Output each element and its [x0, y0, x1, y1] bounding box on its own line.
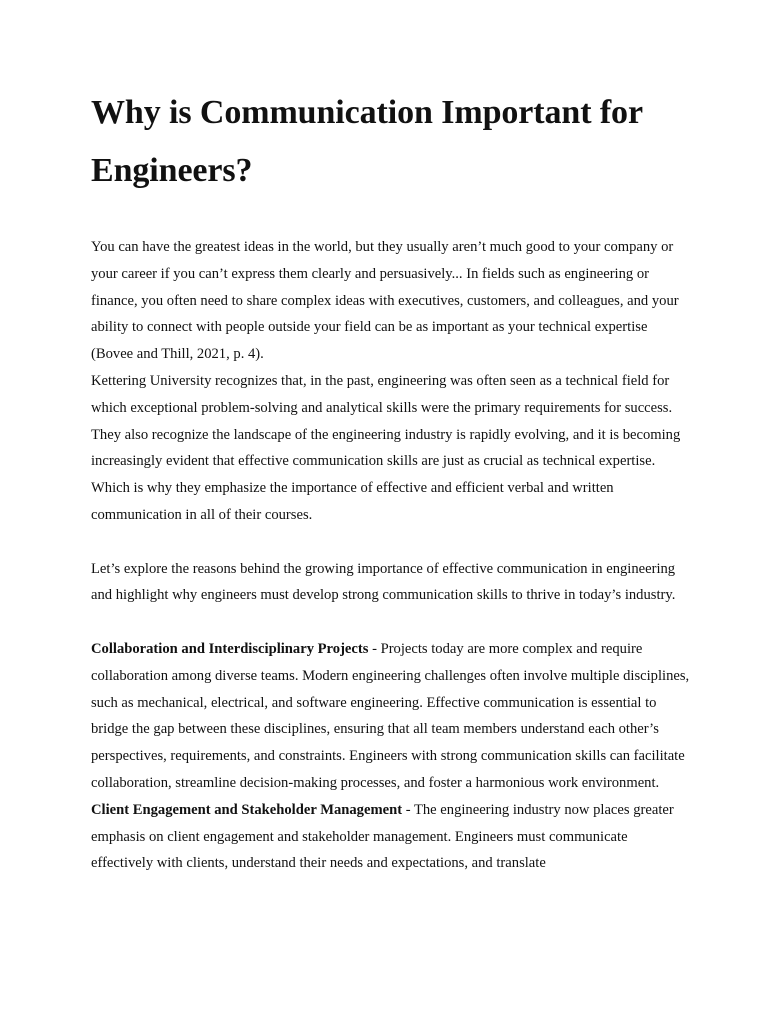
client-engagement-text: - The engineering industry now places greater emphasis on client engagement and stakeholder management. Engineers must communicate effectively with clients, understand their needs and expectations, and translate [91, 801, 674, 872]
page-title: Why is Communication Important for Engineers? [91, 94, 643, 189]
explore-paragraph: Let’s explore the reasons behind the growing importance of effective communication in engineering and highlight why engineers must develop strong communication skills to thrive in today’s industry. [91, 560, 676, 604]
document-page [91, 84, 691, 877]
collaboration-paragraph [91, 636, 691, 797]
kettering-paragraph: Kettering University recognizes that, in the past, engineering was often seen as a technical field for which exceptional problem-solving and analytical skills were the primary requirements for success. They also recognize the landscape of the engineering industry is rapidly evolving, and it is becoming increasingly evident that effective communication skills are just as crucial as technical expertise. Which is why they emphasize the importance of effective and efficient verbal and written communication in all of their courses. [91, 372, 681, 523]
client-engagement-paragraph [91, 797, 691, 877]
intro-paragraph: You can have the greatest ideas in the world, but they usually aren’t much good to your company or your career if you can’t express them clearly and persuasively... In fields such as engineering or finance, you often need to share complex ideas with executives, customers, and colleagues, and your ability to connect with people outside your field can be as important as your technical expertise (Bovee and Thill, 2021, p. 4). [91, 239, 679, 363]
client-engagement-heading: Client Engagement and Stakeholder Management [91, 801, 403, 818]
collaboration-text: - Projects today are more complex and require collaboration among diverse teams. Modern engineering challenges often involve multiple disciplines, such as mechanical, electrical, and software engineering. Effective communication is essential to bridge the gap between these disciplines, ensuring that all team members understand each other’s perspectives, requirements, and constraints. Engineers with strong communication skills can facilitate collaboration, streamline decision-making processes, and foster a harmonious work environment. [91, 640, 690, 791]
article-body [91, 234, 691, 877]
collaboration-heading: Collaboration and Interdisciplinary Projects [91, 640, 369, 657]
